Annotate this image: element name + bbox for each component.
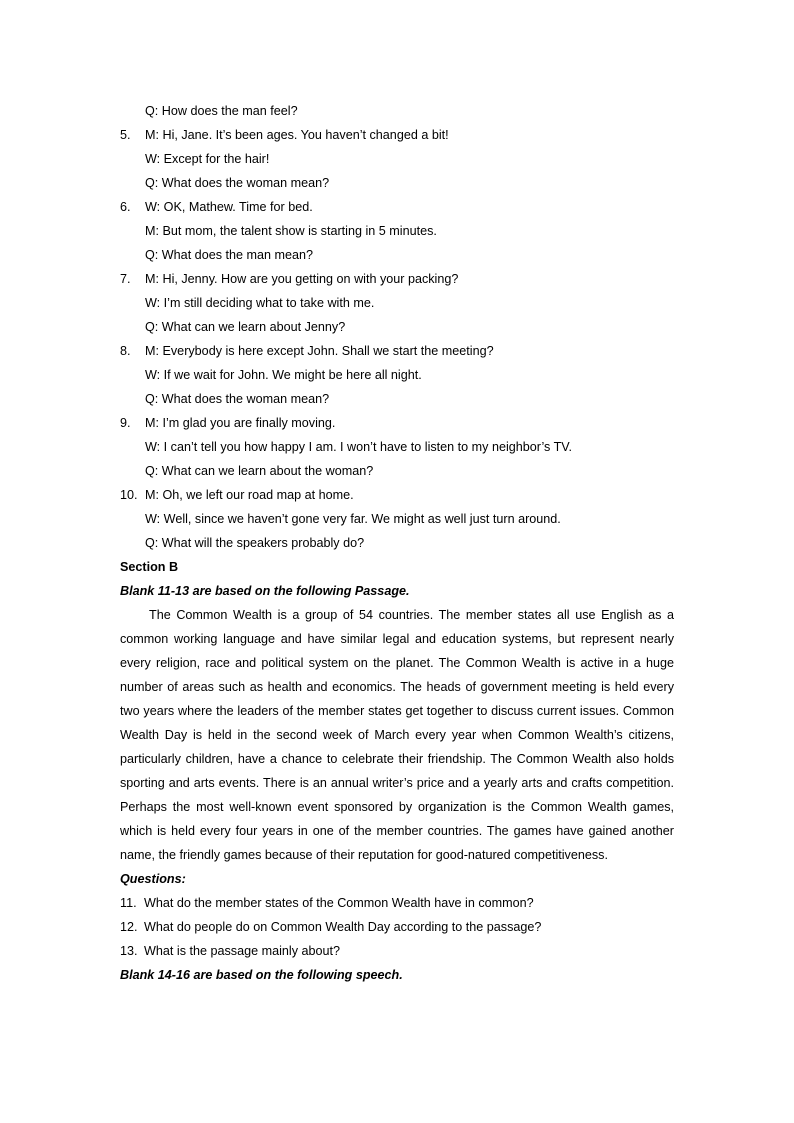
dialogue-line: Q: What does the man mean? (145, 248, 314, 262)
dialogue-line: M: But mom, the talent show is starting in 5 minutes. (145, 224, 437, 238)
question-item-13 (120, 939, 674, 963)
dialogue-line: W: Except for the hair! (145, 152, 270, 166)
item-number: 7. (120, 272, 131, 286)
dialogue-line: Q: What does the woman mean? (145, 392, 330, 406)
dialogue-line: W: I’m still deciding what to take with me. (145, 296, 375, 310)
question-item-11 (120, 891, 674, 915)
question-item-12 (120, 915, 674, 939)
question-text: What is the passage mainly about? (144, 944, 341, 958)
dialogue-line: M: Hi, Jane. It’s been ages. You haven’t changed a bit! (145, 128, 449, 142)
item-number: 10. (120, 488, 138, 502)
item-number: 8. (120, 344, 131, 358)
question-number: 13. (120, 944, 138, 958)
dialogue-line: W: OK, Mathew. Time for bed. (145, 200, 313, 214)
dialogue-item-10 (120, 483, 674, 507)
dialogue-item-7 (120, 267, 674, 291)
document-page (120, 99, 674, 987)
dialogue-line: Q: What can we learn about Jenny? (145, 320, 346, 334)
dialogue-line: M: I’m glad you are finally moving. (145, 416, 336, 430)
passage-instruction: Blank 11-13 are based on the following Passage. (120, 584, 410, 598)
dialogue-line: W: I can’t tell you how happy I am. I won’t have to listen to my neighbor’s TV. (145, 440, 573, 454)
dialogue-item-6 (120, 195, 674, 219)
dialogue-line: Q: What will the speakers probably do? (145, 536, 365, 550)
question-text: What do the member states of the Common Wealth have in common? (144, 896, 534, 910)
item-number: 5. (120, 128, 131, 142)
dialogue-item-5 (120, 123, 674, 147)
dialogue-line (120, 99, 674, 123)
section-heading: Section B (120, 560, 179, 574)
question-number: 12. (120, 920, 138, 934)
question-text: Q: How does the man feel? (145, 104, 298, 118)
dialogue-line: W: If we wait for John. We might be here all night. (145, 368, 422, 382)
dialogue-line: M: Everybody is here except John. Shall we start the meeting? (145, 344, 494, 358)
dialogue-line: Q: What does the woman mean? (145, 176, 330, 190)
dialogue-line: M: Hi, Jenny. How are you getting on with your packing? (145, 272, 459, 286)
dialogue-line: W: Well, since we haven’t gone very far. We might as well just turn around. (145, 512, 561, 526)
passage-text: The Common Wealth is a group of 54 countries. The member states all use English as a common working language and have similar legal and education systems, but represent nearly every religion, race and political system on the planet. The Common Wealth is active in a huge number of areas such as health and economics. The heads of government meeting is held every two years where the leaders of the member states get together to discuss current issues. Common Wealth Day is held in the second week of March every year when Common Wealth’s citizens, particularly children, have a chance to celebrate their friendship. The Common Wealth also holds sporting and arts events. There is an annual writer’s price and a yearly arts and crafts competition. Perhaps the most well-known event sponsored by organization is the Common Wealth games, which is held every four years in one of the member countries. The games have gained another name, the friendly games because of their reputation for good-natured competitiveness. (120, 608, 674, 862)
dialogue-line: M: Oh, we left our road map at home. (145, 488, 354, 502)
speech-instruction: Blank 14-16 are based on the following speech. (120, 968, 403, 982)
question-text: What do people do on Common Wealth Day according to the passage? (144, 920, 542, 934)
item-number: 9. (120, 416, 131, 430)
dialogue-line: Q: What can we learn about the woman? (145, 464, 374, 478)
questions-label: Questions: (120, 872, 186, 886)
question-number: 11. (120, 896, 137, 910)
dialogue-item-9 (120, 411, 674, 435)
dialogue-item-8 (120, 339, 674, 363)
item-number: 6. (120, 200, 131, 214)
